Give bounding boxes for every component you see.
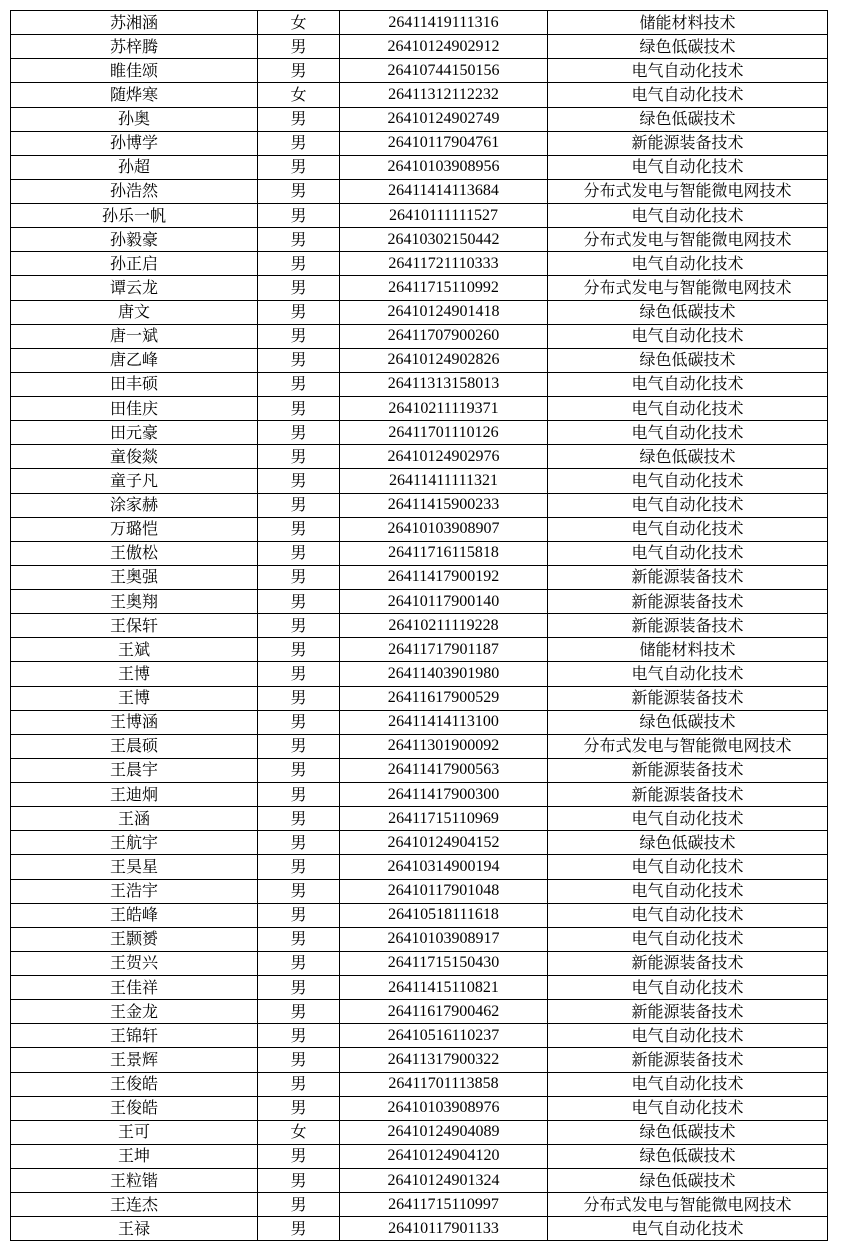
student-name-cell: 王昊星 bbox=[11, 855, 258, 879]
exam-number-cell: 26410124902826 bbox=[340, 348, 548, 372]
table-row bbox=[11, 638, 828, 662]
exam-number-cell: 26410211119228 bbox=[340, 614, 548, 638]
gender-cell: 男 bbox=[258, 662, 340, 686]
student-name-cell: 田丰硕 bbox=[11, 372, 258, 396]
table-row bbox=[11, 565, 828, 589]
table-row bbox=[11, 517, 828, 541]
student-name-cell: 王浩宇 bbox=[11, 879, 258, 903]
table-row bbox=[11, 976, 828, 1000]
major-cell: 分布式发电与智能微电网技术 bbox=[548, 1193, 828, 1217]
table-row bbox=[11, 734, 828, 758]
gender-cell: 男 bbox=[258, 903, 340, 927]
student-name-cell: 王可 bbox=[11, 1120, 258, 1144]
student-name-cell: 王坤 bbox=[11, 1144, 258, 1168]
table-row bbox=[11, 469, 828, 493]
table-row bbox=[11, 1193, 828, 1217]
table-row bbox=[11, 59, 828, 83]
exam-number-cell: 26410124901324 bbox=[340, 1169, 548, 1193]
table-row bbox=[11, 951, 828, 975]
student-name-cell: 童俊燚 bbox=[11, 445, 258, 469]
student-name-cell: 随烨寒 bbox=[11, 83, 258, 107]
table-row bbox=[11, 179, 828, 203]
gender-cell: 男 bbox=[258, 1024, 340, 1048]
student-name-cell: 童子凡 bbox=[11, 469, 258, 493]
student-name-cell: 王涵 bbox=[11, 807, 258, 831]
major-cell: 电气自动化技术 bbox=[548, 469, 828, 493]
student-name-cell: 王斌 bbox=[11, 638, 258, 662]
table-row bbox=[11, 1024, 828, 1048]
table-row bbox=[11, 1120, 828, 1144]
gender-cell: 男 bbox=[258, 324, 340, 348]
major-cell: 电气自动化技术 bbox=[548, 1024, 828, 1048]
student-name-cell: 王佳祥 bbox=[11, 976, 258, 1000]
exam-number-cell: 26411717901187 bbox=[340, 638, 548, 662]
student-name-cell: 王景辉 bbox=[11, 1048, 258, 1072]
major-cell: 新能源装备技术 bbox=[548, 686, 828, 710]
gender-cell: 女 bbox=[258, 1120, 340, 1144]
gender-cell: 男 bbox=[258, 131, 340, 155]
student-name-cell: 田佳庆 bbox=[11, 397, 258, 421]
gender-cell: 男 bbox=[258, 976, 340, 1000]
major-cell: 绿色低碳技术 bbox=[548, 107, 828, 131]
student-name-cell: 王俊皓 bbox=[11, 1096, 258, 1120]
exam-number-cell: 26411317900322 bbox=[340, 1048, 548, 1072]
major-cell: 新能源装备技术 bbox=[548, 1048, 828, 1072]
student-name-cell: 王博 bbox=[11, 662, 258, 686]
major-cell: 电气自动化技术 bbox=[548, 541, 828, 565]
exam-number-cell: 26410117904761 bbox=[340, 131, 548, 155]
student-table-body bbox=[11, 11, 828, 1241]
gender-cell: 男 bbox=[258, 1169, 340, 1193]
student-name-cell: 谭云龙 bbox=[11, 276, 258, 300]
gender-cell: 男 bbox=[258, 1217, 340, 1241]
student-name-cell: 孙毅豪 bbox=[11, 228, 258, 252]
gender-cell: 男 bbox=[258, 107, 340, 131]
exam-number-cell: 26411701110126 bbox=[340, 421, 548, 445]
student-name-cell: 王博 bbox=[11, 686, 258, 710]
table-row bbox=[11, 445, 828, 469]
table-row bbox=[11, 11, 828, 35]
table-row bbox=[11, 83, 828, 107]
exam-number-cell: 26411417900192 bbox=[340, 565, 548, 589]
major-cell: 绿色低碳技术 bbox=[548, 1169, 828, 1193]
student-name-cell: 孙正启 bbox=[11, 252, 258, 276]
table-row bbox=[11, 710, 828, 734]
major-cell: 电气自动化技术 bbox=[548, 83, 828, 107]
gender-cell: 男 bbox=[258, 1048, 340, 1072]
gender-cell: 男 bbox=[258, 831, 340, 855]
table-row bbox=[11, 1072, 828, 1096]
major-cell: 分布式发电与智能微电网技术 bbox=[548, 734, 828, 758]
gender-cell: 男 bbox=[258, 252, 340, 276]
exam-number-cell: 26411715150430 bbox=[340, 951, 548, 975]
major-cell: 电气自动化技术 bbox=[548, 807, 828, 831]
table-row bbox=[11, 300, 828, 324]
exam-number-cell: 26410117901048 bbox=[340, 879, 548, 903]
table-row bbox=[11, 590, 828, 614]
major-cell: 电气自动化技术 bbox=[548, 155, 828, 179]
exam-number-cell: 26410103908907 bbox=[340, 517, 548, 541]
major-cell: 电气自动化技术 bbox=[548, 1217, 828, 1241]
table-row bbox=[11, 276, 828, 300]
major-cell: 绿色低碳技术 bbox=[548, 1120, 828, 1144]
gender-cell: 男 bbox=[258, 35, 340, 59]
table-row bbox=[11, 324, 828, 348]
major-cell: 电气自动化技术 bbox=[548, 662, 828, 686]
student-name-cell: 王锦轩 bbox=[11, 1024, 258, 1048]
gender-cell: 男 bbox=[258, 783, 340, 807]
gender-cell: 男 bbox=[258, 807, 340, 831]
gender-cell: 男 bbox=[258, 686, 340, 710]
major-cell: 绿色低碳技术 bbox=[548, 348, 828, 372]
gender-cell: 男 bbox=[258, 348, 340, 372]
exam-number-cell: 26411617900529 bbox=[340, 686, 548, 710]
student-name-cell: 田元豪 bbox=[11, 421, 258, 445]
major-cell: 电气自动化技术 bbox=[548, 855, 828, 879]
exam-number-cell: 26410103908917 bbox=[340, 927, 548, 951]
exam-number-cell: 26411715110997 bbox=[340, 1193, 548, 1217]
major-cell: 储能材料技术 bbox=[548, 638, 828, 662]
gender-cell: 男 bbox=[258, 421, 340, 445]
gender-cell: 男 bbox=[258, 734, 340, 758]
exam-number-cell: 26411414113100 bbox=[340, 710, 548, 734]
table-row bbox=[11, 1144, 828, 1168]
exam-number-cell: 26411417900300 bbox=[340, 783, 548, 807]
major-cell: 绿色低碳技术 bbox=[548, 1144, 828, 1168]
gender-cell: 男 bbox=[258, 855, 340, 879]
major-cell: 绿色低碳技术 bbox=[548, 445, 828, 469]
table-row bbox=[11, 879, 828, 903]
major-cell: 绿色低碳技术 bbox=[548, 710, 828, 734]
gender-cell: 男 bbox=[258, 1000, 340, 1024]
table-row bbox=[11, 348, 828, 372]
table-row bbox=[11, 927, 828, 951]
student-name-cell: 王皓峰 bbox=[11, 903, 258, 927]
student-name-cell: 万璐恺 bbox=[11, 517, 258, 541]
gender-cell: 男 bbox=[258, 155, 340, 179]
exam-number-cell: 26410117901133 bbox=[340, 1217, 548, 1241]
major-cell: 新能源装备技术 bbox=[548, 565, 828, 589]
student-table bbox=[10, 10, 828, 1241]
student-name-cell: 苏梓腾 bbox=[11, 35, 258, 59]
exam-number-cell: 26410117900140 bbox=[340, 590, 548, 614]
exam-number-cell: 26410124902976 bbox=[340, 445, 548, 469]
major-cell: 电气自动化技术 bbox=[548, 1096, 828, 1120]
major-cell: 电气自动化技术 bbox=[548, 976, 828, 1000]
exam-number-cell: 26410124901418 bbox=[340, 300, 548, 324]
major-cell: 绿色低碳技术 bbox=[548, 300, 828, 324]
major-cell: 电气自动化技术 bbox=[548, 421, 828, 445]
gender-cell: 男 bbox=[258, 493, 340, 517]
student-name-cell: 涂家赫 bbox=[11, 493, 258, 517]
gender-cell: 男 bbox=[258, 951, 340, 975]
student-name-cell: 王颢赟 bbox=[11, 927, 258, 951]
exam-number-cell: 26410302150442 bbox=[340, 228, 548, 252]
major-cell: 新能源装备技术 bbox=[548, 951, 828, 975]
major-cell: 新能源装备技术 bbox=[548, 614, 828, 638]
exam-number-cell: 26410124902749 bbox=[340, 107, 548, 131]
student-name-cell: 王连杰 bbox=[11, 1193, 258, 1217]
student-name-cell: 王金龙 bbox=[11, 1000, 258, 1024]
major-cell: 电气自动化技术 bbox=[548, 927, 828, 951]
gender-cell: 女 bbox=[258, 83, 340, 107]
exam-number-cell: 26411301900092 bbox=[340, 734, 548, 758]
major-cell: 电气自动化技术 bbox=[548, 879, 828, 903]
table-row bbox=[11, 397, 828, 421]
table-row bbox=[11, 541, 828, 565]
exam-number-cell: 26411716115818 bbox=[340, 541, 548, 565]
student-name-cell: 王奥翔 bbox=[11, 590, 258, 614]
major-cell: 分布式发电与智能微电网技术 bbox=[548, 179, 828, 203]
student-name-cell: 孙奥 bbox=[11, 107, 258, 131]
student-name-cell: 孙乐一帆 bbox=[11, 204, 258, 228]
exam-number-cell: 26411403901980 bbox=[340, 662, 548, 686]
gender-cell: 男 bbox=[258, 1072, 340, 1096]
student-name-cell: 王粒锴 bbox=[11, 1169, 258, 1193]
table-row bbox=[11, 807, 828, 831]
table-row bbox=[11, 1217, 828, 1241]
student-name-cell: 王博涵 bbox=[11, 710, 258, 734]
gender-cell: 男 bbox=[258, 397, 340, 421]
table-row bbox=[11, 107, 828, 131]
gender-cell: 男 bbox=[258, 276, 340, 300]
table-row bbox=[11, 758, 828, 782]
table-row bbox=[11, 831, 828, 855]
gender-cell: 男 bbox=[258, 565, 340, 589]
gender-cell: 男 bbox=[258, 541, 340, 565]
student-name-cell: 唐文 bbox=[11, 300, 258, 324]
table-row bbox=[11, 155, 828, 179]
exam-number-cell: 26411414113684 bbox=[340, 179, 548, 203]
major-cell: 新能源装备技术 bbox=[548, 758, 828, 782]
student-name-cell: 王晨宇 bbox=[11, 758, 258, 782]
exam-number-cell: 26410314900194 bbox=[340, 855, 548, 879]
student-name-cell: 孙浩然 bbox=[11, 179, 258, 203]
table-row bbox=[11, 228, 828, 252]
table-row bbox=[11, 252, 828, 276]
exam-number-cell: 26411617900462 bbox=[340, 1000, 548, 1024]
table-row bbox=[11, 662, 828, 686]
exam-number-cell: 26411415900233 bbox=[340, 493, 548, 517]
major-cell: 绿色低碳技术 bbox=[548, 35, 828, 59]
student-name-cell: 王俊皓 bbox=[11, 1072, 258, 1096]
exam-number-cell: 26410516110237 bbox=[340, 1024, 548, 1048]
student-name-cell: 睢佳颂 bbox=[11, 59, 258, 83]
student-name-cell: 唐一斌 bbox=[11, 324, 258, 348]
table-row bbox=[11, 783, 828, 807]
exam-number-cell: 26410124904120 bbox=[340, 1144, 548, 1168]
gender-cell: 男 bbox=[258, 1096, 340, 1120]
major-cell: 电气自动化技术 bbox=[548, 903, 828, 927]
exam-number-cell: 26411313158013 bbox=[340, 372, 548, 396]
gender-cell: 男 bbox=[258, 710, 340, 734]
student-name-cell: 王禄 bbox=[11, 1217, 258, 1241]
major-cell: 储能材料技术 bbox=[548, 11, 828, 35]
gender-cell: 男 bbox=[258, 927, 340, 951]
major-cell: 新能源装备技术 bbox=[548, 783, 828, 807]
table-row bbox=[11, 1048, 828, 1072]
major-cell: 电气自动化技术 bbox=[548, 204, 828, 228]
major-cell: 分布式发电与智能微电网技术 bbox=[548, 276, 828, 300]
student-name-cell: 王奥强 bbox=[11, 565, 258, 589]
major-cell: 电气自动化技术 bbox=[548, 59, 828, 83]
student-name-cell: 王晨硕 bbox=[11, 734, 258, 758]
gender-cell: 男 bbox=[258, 590, 340, 614]
table-row bbox=[11, 372, 828, 396]
exam-number-cell: 26411415110821 bbox=[340, 976, 548, 1000]
major-cell: 电气自动化技术 bbox=[548, 372, 828, 396]
gender-cell: 男 bbox=[258, 1193, 340, 1217]
table-row bbox=[11, 35, 828, 59]
major-cell: 新能源装备技术 bbox=[548, 1000, 828, 1024]
table-row bbox=[11, 1096, 828, 1120]
exam-number-cell: 26410103908956 bbox=[340, 155, 548, 179]
gender-cell: 男 bbox=[258, 614, 340, 638]
gender-cell: 男 bbox=[258, 517, 340, 541]
table-row bbox=[11, 855, 828, 879]
table-row bbox=[11, 686, 828, 710]
gender-cell: 女 bbox=[258, 11, 340, 35]
major-cell: 电气自动化技术 bbox=[548, 517, 828, 541]
student-name-cell: 唐乙峰 bbox=[11, 348, 258, 372]
student-name-cell: 王保轩 bbox=[11, 614, 258, 638]
table-row bbox=[11, 421, 828, 445]
gender-cell: 男 bbox=[258, 59, 340, 83]
major-cell: 电气自动化技术 bbox=[548, 493, 828, 517]
exam-number-cell: 26410111111527 bbox=[340, 204, 548, 228]
exam-number-cell: 26410518111618 bbox=[340, 903, 548, 927]
gender-cell: 男 bbox=[258, 1144, 340, 1168]
student-name-cell: 苏湘涵 bbox=[11, 11, 258, 35]
table-row bbox=[11, 903, 828, 927]
gender-cell: 男 bbox=[258, 469, 340, 493]
student-name-cell: 王迪炯 bbox=[11, 783, 258, 807]
student-name-cell: 王傲松 bbox=[11, 541, 258, 565]
major-cell: 电气自动化技术 bbox=[548, 252, 828, 276]
exam-number-cell: 26411312112232 bbox=[340, 83, 548, 107]
exam-number-cell: 26411721110333 bbox=[340, 252, 548, 276]
exam-number-cell: 26411715110969 bbox=[340, 807, 548, 831]
exam-number-cell: 26410124902912 bbox=[340, 35, 548, 59]
major-cell: 电气自动化技术 bbox=[548, 324, 828, 348]
exam-number-cell: 26410124904089 bbox=[340, 1120, 548, 1144]
gender-cell: 男 bbox=[258, 879, 340, 903]
major-cell: 新能源装备技术 bbox=[548, 131, 828, 155]
gender-cell: 男 bbox=[258, 758, 340, 782]
student-name-cell: 王贺兴 bbox=[11, 951, 258, 975]
exam-number-cell: 26410103908976 bbox=[340, 1096, 548, 1120]
exam-number-cell: 26411411111321 bbox=[340, 469, 548, 493]
major-cell: 绿色低碳技术 bbox=[548, 831, 828, 855]
table-row bbox=[11, 204, 828, 228]
gender-cell: 男 bbox=[258, 638, 340, 662]
exam-number-cell: 26410124904152 bbox=[340, 831, 548, 855]
exam-number-cell: 26411707900260 bbox=[340, 324, 548, 348]
exam-number-cell: 26410211119371 bbox=[340, 397, 548, 421]
student-name-cell: 孙超 bbox=[11, 155, 258, 179]
table-row bbox=[11, 1169, 828, 1193]
gender-cell: 男 bbox=[258, 372, 340, 396]
table-row bbox=[11, 131, 828, 155]
gender-cell: 男 bbox=[258, 228, 340, 252]
major-cell: 电气自动化技术 bbox=[548, 397, 828, 421]
major-cell: 分布式发电与智能微电网技术 bbox=[548, 228, 828, 252]
major-cell: 电气自动化技术 bbox=[548, 1072, 828, 1096]
gender-cell: 男 bbox=[258, 204, 340, 228]
exam-number-cell: 26411419111316 bbox=[340, 11, 548, 35]
gender-cell: 男 bbox=[258, 300, 340, 324]
gender-cell: 男 bbox=[258, 179, 340, 203]
exam-number-cell: 26410744150156 bbox=[340, 59, 548, 83]
exam-number-cell: 26411417900563 bbox=[340, 758, 548, 782]
exam-number-cell: 26411701113858 bbox=[340, 1072, 548, 1096]
table-row bbox=[11, 493, 828, 517]
major-cell: 新能源装备技术 bbox=[548, 590, 828, 614]
gender-cell: 男 bbox=[258, 445, 340, 469]
exam-number-cell: 26411715110992 bbox=[340, 276, 548, 300]
student-name-cell: 孙博学 bbox=[11, 131, 258, 155]
table-row bbox=[11, 614, 828, 638]
student-name-cell: 王航宇 bbox=[11, 831, 258, 855]
table-row bbox=[11, 1000, 828, 1024]
